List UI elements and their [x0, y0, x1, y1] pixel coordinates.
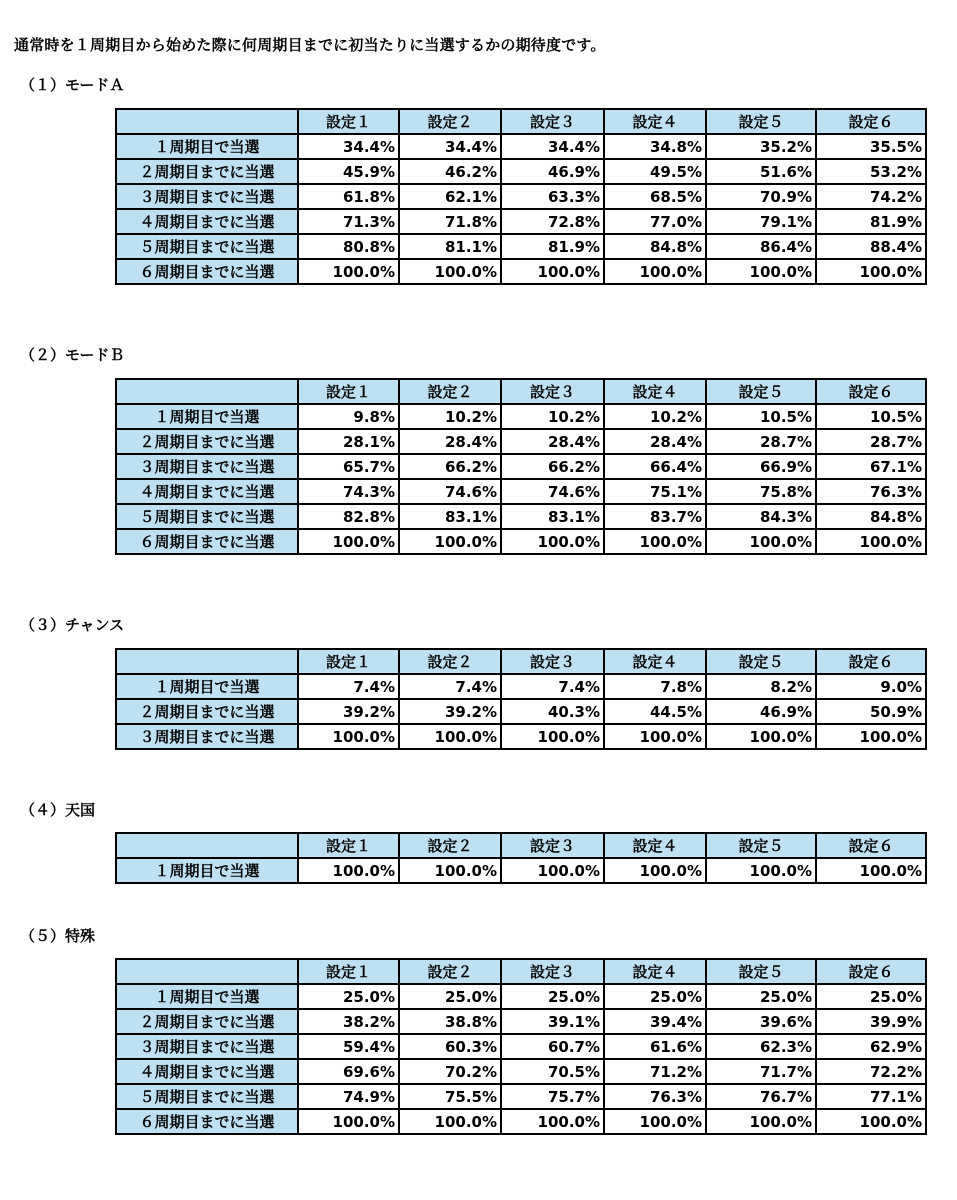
- column-header-setting-5: 設定５: [706, 109, 816, 134]
- column-header-setting-4: 設定４: [604, 959, 706, 984]
- table-row: [116, 259, 926, 284]
- value-cell: 100.0%: [399, 259, 501, 284]
- row-label: １周期目で当選: [116, 674, 298, 699]
- column-header-setting-6: 設定６: [816, 379, 926, 404]
- value-cell: 53.2%: [816, 159, 926, 184]
- value-cell: 100.0%: [399, 1109, 501, 1134]
- value-cell: 61.6%: [604, 1034, 706, 1059]
- column-header-setting-1: 設定１: [298, 109, 399, 134]
- header-row: [116, 109, 926, 134]
- value-cell: 35.5%: [816, 134, 926, 159]
- table-chance: [115, 648, 927, 750]
- table-row: [116, 699, 926, 724]
- value-cell: 88.4%: [816, 234, 926, 259]
- value-cell: 77.0%: [604, 209, 706, 234]
- table-row: [116, 1059, 926, 1084]
- section-title-special: （５）特殊: [20, 927, 96, 945]
- table-row: [116, 504, 926, 529]
- value-cell: 100.0%: [501, 1109, 604, 1134]
- column-header-setting-5: 設定５: [706, 959, 816, 984]
- header-row: [116, 959, 926, 984]
- column-header-setting-1: 設定１: [298, 379, 399, 404]
- value-cell: 38.8%: [399, 1009, 501, 1034]
- value-cell: 46.9%: [706, 699, 816, 724]
- value-cell: 75.7%: [501, 1084, 604, 1109]
- table-row: [116, 674, 926, 699]
- value-cell: 75.8%: [706, 479, 816, 504]
- value-cell: 39.1%: [501, 1009, 604, 1034]
- row-label: ５周期目までに当選: [116, 504, 298, 529]
- value-cell: 28.7%: [706, 429, 816, 454]
- row-label: １周期目で当選: [116, 858, 298, 883]
- value-cell: 100.0%: [604, 259, 706, 284]
- row-label: ２周期目までに当選: [116, 159, 298, 184]
- value-cell: 39.2%: [298, 699, 399, 724]
- table-row: [116, 184, 926, 209]
- table-row: [116, 1009, 926, 1034]
- row-label: ４周期目までに当選: [116, 479, 298, 504]
- value-cell: 76.7%: [706, 1084, 816, 1109]
- value-cell: 72.8%: [501, 209, 604, 234]
- value-cell: 100.0%: [816, 858, 926, 883]
- value-cell: 28.4%: [501, 429, 604, 454]
- section-title-heaven: （４）天国: [20, 801, 96, 819]
- header-row: [116, 649, 926, 674]
- value-cell: 100.0%: [399, 724, 501, 749]
- value-cell: 34.4%: [501, 134, 604, 159]
- row-label: ６周期目までに当選: [116, 529, 298, 554]
- value-cell: 69.6%: [298, 1059, 399, 1084]
- row-label: ４周期目までに当選: [116, 209, 298, 234]
- value-cell: 28.7%: [816, 429, 926, 454]
- table-row: [116, 984, 926, 1009]
- value-cell: 50.9%: [816, 699, 926, 724]
- value-cell: 71.7%: [706, 1059, 816, 1084]
- column-header-setting-6: 設定６: [816, 649, 926, 674]
- value-cell: 62.9%: [816, 1034, 926, 1059]
- table-row: [116, 234, 926, 259]
- column-header-setting-4: 設定４: [604, 833, 706, 858]
- value-cell: 60.7%: [501, 1034, 604, 1059]
- value-cell: 66.9%: [706, 454, 816, 479]
- value-cell: 83.1%: [501, 504, 604, 529]
- value-cell: 83.1%: [399, 504, 501, 529]
- column-header-setting-5: 設定５: [706, 833, 816, 858]
- column-header-setting-6: 設定６: [816, 833, 926, 858]
- value-cell: 100.0%: [706, 529, 816, 554]
- value-cell: 25.0%: [298, 984, 399, 1009]
- value-cell: 63.3%: [501, 184, 604, 209]
- value-cell: 10.5%: [706, 404, 816, 429]
- value-cell: 100.0%: [816, 259, 926, 284]
- corner-cell: [116, 109, 298, 134]
- column-header-setting-6: 設定６: [816, 959, 926, 984]
- column-header-setting-5: 設定５: [706, 649, 816, 674]
- value-cell: 39.2%: [399, 699, 501, 724]
- value-cell: 25.0%: [399, 984, 501, 1009]
- value-cell: 100.0%: [298, 529, 399, 554]
- value-cell: 71.8%: [399, 209, 501, 234]
- value-cell: 100.0%: [604, 858, 706, 883]
- row-label: ３周期目までに当選: [116, 1034, 298, 1059]
- table-heaven: [115, 832, 927, 884]
- table-row: [116, 858, 926, 883]
- table-row: [116, 1034, 926, 1059]
- value-cell: 74.9%: [298, 1084, 399, 1109]
- value-cell: 34.4%: [399, 134, 501, 159]
- table-row: [116, 209, 926, 234]
- value-cell: 51.6%: [706, 159, 816, 184]
- value-cell: 10.2%: [399, 404, 501, 429]
- value-cell: 7.4%: [501, 674, 604, 699]
- column-header-setting-3: 設定３: [501, 379, 604, 404]
- column-header-setting-4: 設定４: [604, 109, 706, 134]
- value-cell: 7.4%: [399, 674, 501, 699]
- value-cell: 100.0%: [706, 858, 816, 883]
- table-row: [116, 529, 926, 554]
- value-cell: 84.3%: [706, 504, 816, 529]
- value-cell: 39.4%: [604, 1009, 706, 1034]
- row-label: ２周期目までに当選: [116, 1009, 298, 1034]
- value-cell: 100.0%: [298, 259, 399, 284]
- value-cell: 100.0%: [501, 529, 604, 554]
- value-cell: 10.5%: [816, 404, 926, 429]
- column-header-setting-2: 設定２: [399, 833, 501, 858]
- corner-cell: [116, 379, 298, 404]
- row-label: ５周期目までに当選: [116, 1084, 298, 1109]
- header-row: [116, 833, 926, 858]
- value-cell: 28.4%: [604, 429, 706, 454]
- value-cell: 84.8%: [816, 504, 926, 529]
- row-label: １周期目で当選: [116, 984, 298, 1009]
- value-cell: 100.0%: [816, 724, 926, 749]
- value-cell: 83.7%: [604, 504, 706, 529]
- value-cell: 66.2%: [501, 454, 604, 479]
- table-row: [116, 159, 926, 184]
- value-cell: 45.9%: [298, 159, 399, 184]
- value-cell: 84.8%: [604, 234, 706, 259]
- value-cell: 70.9%: [706, 184, 816, 209]
- value-cell: 71.3%: [298, 209, 399, 234]
- row-label: ６周期目までに当選: [116, 1109, 298, 1134]
- value-cell: 100.0%: [604, 724, 706, 749]
- value-cell: 7.8%: [604, 674, 706, 699]
- value-cell: 100.0%: [501, 858, 604, 883]
- value-cell: 77.1%: [816, 1084, 926, 1109]
- column-header-setting-2: 設定２: [399, 109, 501, 134]
- value-cell: 9.8%: [298, 404, 399, 429]
- value-cell: 100.0%: [298, 724, 399, 749]
- value-cell: 100.0%: [501, 724, 604, 749]
- value-cell: 39.9%: [816, 1009, 926, 1034]
- value-cell: 100.0%: [298, 1109, 399, 1134]
- value-cell: 81.9%: [501, 234, 604, 259]
- value-cell: 100.0%: [298, 858, 399, 883]
- value-cell: 10.2%: [501, 404, 604, 429]
- value-cell: 68.5%: [604, 184, 706, 209]
- value-cell: 79.1%: [706, 209, 816, 234]
- value-cell: 46.9%: [501, 159, 604, 184]
- table-row: [116, 429, 926, 454]
- row-label: ２周期目までに当選: [116, 699, 298, 724]
- column-header-setting-5: 設定５: [706, 379, 816, 404]
- row-label: ３周期目までに当選: [116, 454, 298, 479]
- table-row: [116, 404, 926, 429]
- column-header-setting-2: 設定２: [399, 959, 501, 984]
- value-cell: 34.4%: [298, 134, 399, 159]
- value-cell: 62.1%: [399, 184, 501, 209]
- value-cell: 38.2%: [298, 1009, 399, 1034]
- value-cell: 71.2%: [604, 1059, 706, 1084]
- section-title-mode-b: （２）モードＢ: [20, 346, 125, 364]
- table-row: [116, 479, 926, 504]
- value-cell: 62.3%: [706, 1034, 816, 1059]
- value-cell: 74.2%: [816, 184, 926, 209]
- row-label: ３周期目までに当選: [116, 184, 298, 209]
- value-cell: 100.0%: [604, 1109, 706, 1134]
- value-cell: 28.4%: [399, 429, 501, 454]
- row-label: １周期目で当選: [116, 404, 298, 429]
- value-cell: 82.8%: [298, 504, 399, 529]
- column-header-setting-3: 設定３: [501, 833, 604, 858]
- corner-cell: [116, 833, 298, 858]
- section-title-chance: （３）チャンス: [20, 616, 125, 634]
- value-cell: 61.8%: [298, 184, 399, 209]
- value-cell: 34.8%: [604, 134, 706, 159]
- table-row: [116, 134, 926, 159]
- column-header-setting-1: 設定１: [298, 649, 399, 674]
- column-header-setting-3: 設定３: [501, 959, 604, 984]
- value-cell: 75.5%: [399, 1084, 501, 1109]
- value-cell: 70.2%: [399, 1059, 501, 1084]
- value-cell: 25.0%: [501, 984, 604, 1009]
- row-label: １周期目で当選: [116, 134, 298, 159]
- column-header-setting-2: 設定２: [399, 649, 501, 674]
- value-cell: 66.2%: [399, 454, 501, 479]
- value-cell: 10.2%: [604, 404, 706, 429]
- value-cell: 100.0%: [706, 259, 816, 284]
- column-header-setting-3: 設定３: [501, 649, 604, 674]
- column-header-setting-4: 設定４: [604, 649, 706, 674]
- table-mode-b: [115, 378, 927, 555]
- column-header-setting-3: 設定３: [501, 109, 604, 134]
- value-cell: 49.5%: [604, 159, 706, 184]
- value-cell: 74.6%: [501, 479, 604, 504]
- table-row: [116, 1109, 926, 1134]
- value-cell: 100.0%: [604, 529, 706, 554]
- value-cell: 8.2%: [706, 674, 816, 699]
- table-special: [115, 958, 927, 1135]
- value-cell: 35.2%: [706, 134, 816, 159]
- table-row: [116, 1084, 926, 1109]
- value-cell: 75.1%: [604, 479, 706, 504]
- column-header-setting-6: 設定６: [816, 109, 926, 134]
- value-cell: 81.9%: [816, 209, 926, 234]
- value-cell: 7.4%: [298, 674, 399, 699]
- value-cell: 100.0%: [399, 529, 501, 554]
- value-cell: 28.1%: [298, 429, 399, 454]
- value-cell: 70.5%: [501, 1059, 604, 1084]
- table-mode-a: [115, 108, 927, 285]
- section-title-mode-a: （１）モードＡ: [20, 76, 125, 94]
- table-row: [116, 454, 926, 479]
- value-cell: 100.0%: [501, 259, 604, 284]
- value-cell: 74.6%: [399, 479, 501, 504]
- column-header-setting-1: 設定１: [298, 833, 399, 858]
- value-cell: 100.0%: [816, 529, 926, 554]
- value-cell: 60.3%: [399, 1034, 501, 1059]
- row-label: ３周期目までに当選: [116, 724, 298, 749]
- value-cell: 80.8%: [298, 234, 399, 259]
- row-label: ４周期目までに当選: [116, 1059, 298, 1084]
- value-cell: 72.2%: [816, 1059, 926, 1084]
- row-label: ２周期目までに当選: [116, 429, 298, 454]
- value-cell: 9.0%: [816, 674, 926, 699]
- value-cell: 100.0%: [706, 724, 816, 749]
- corner-cell: [116, 959, 298, 984]
- value-cell: 25.0%: [604, 984, 706, 1009]
- column-header-setting-1: 設定１: [298, 959, 399, 984]
- value-cell: 59.4%: [298, 1034, 399, 1059]
- value-cell: 86.4%: [706, 234, 816, 259]
- value-cell: 46.2%: [399, 159, 501, 184]
- value-cell: 76.3%: [816, 479, 926, 504]
- value-cell: 44.5%: [604, 699, 706, 724]
- value-cell: 74.3%: [298, 479, 399, 504]
- table-row: [116, 724, 926, 749]
- header-row: [116, 379, 926, 404]
- value-cell: 40.3%: [501, 699, 604, 724]
- value-cell: 100.0%: [399, 858, 501, 883]
- value-cell: 100.0%: [706, 1109, 816, 1134]
- value-cell: 25.0%: [706, 984, 816, 1009]
- value-cell: 76.3%: [604, 1084, 706, 1109]
- value-cell: 66.4%: [604, 454, 706, 479]
- column-header-setting-4: 設定４: [604, 379, 706, 404]
- column-header-setting-2: 設定２: [399, 379, 501, 404]
- value-cell: 81.1%: [399, 234, 501, 259]
- value-cell: 25.0%: [816, 984, 926, 1009]
- row-label: ５周期目までに当選: [116, 234, 298, 259]
- value-cell: 67.1%: [816, 454, 926, 479]
- value-cell: 100.0%: [816, 1109, 926, 1134]
- value-cell: 39.6%: [706, 1009, 816, 1034]
- corner-cell: [116, 649, 298, 674]
- row-label: ６周期目までに当選: [116, 259, 298, 284]
- intro-text: 通常時を１周期目から始めた際に何周期目までに初当たりに当選するかの期待度です。: [14, 36, 606, 54]
- value-cell: 65.7%: [298, 454, 399, 479]
